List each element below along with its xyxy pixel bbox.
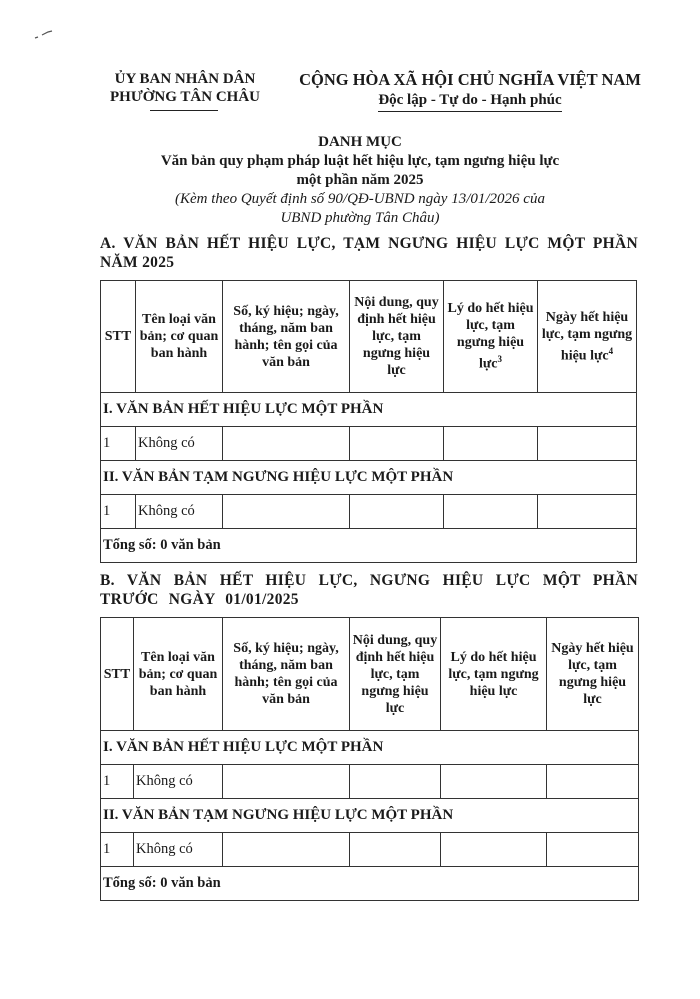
nation-header: [270, 70, 670, 112]
row-stt: 1: [101, 427, 136, 461]
empty-cell: [223, 833, 350, 867]
empty-cell: [444, 495, 538, 529]
column-header: Tên loại văn bản; cơ quan ban hành: [136, 281, 223, 393]
column-header: Nội dung, quy định hết hiệu lực, tạm ngưng hiệu lực: [350, 281, 444, 393]
agency-line-2: PHƯỜNG TÂN CHÂU: [110, 89, 260, 105]
empty-cell: [223, 765, 350, 799]
column-header: STT: [101, 618, 134, 731]
group-row: [101, 461, 637, 495]
table-row: [101, 495, 637, 529]
section-b-table: [100, 617, 639, 901]
empty-cell: [538, 427, 637, 461]
row-stt: 1: [101, 495, 136, 529]
row-name: Không có: [136, 495, 223, 529]
document-title-block: [100, 133, 620, 228]
agency-line-1: ỦY BAN NHÂN DÂN: [114, 71, 256, 87]
document-subtitle-line-2: một phần năm 2025: [296, 172, 424, 188]
empty-cell: [223, 427, 350, 461]
total-row: [101, 529, 637, 563]
agency-underline: [150, 110, 218, 111]
empty-cell: [350, 495, 444, 529]
empty-cell: [350, 833, 441, 867]
empty-cell: [547, 833, 639, 867]
document-note-line-1: (Kèm theo Quyết định số 90/QĐ-UBND ngày 13/01/2026 của: [175, 191, 545, 207]
group-title: II. VĂN BẢN TẠM NGƯNG HIỆU LỰC MỘT PHẦN: [101, 799, 639, 833]
row-stt: 1: [101, 833, 134, 867]
column-header: Nội dung, quy định hết hiệu lực, tạm ngưng hiệu lực: [350, 618, 441, 731]
row-stt: 1: [101, 765, 134, 799]
document-subtitle-line-1: Văn bản quy phạm pháp luật hết hiệu lực, tạm ngưng hiệu lực: [160, 153, 560, 169]
table-row: [101, 765, 639, 799]
total-label: Tổng số: 0 văn bản: [101, 529, 637, 563]
group-row: [101, 393, 637, 427]
empty-cell: [350, 765, 441, 799]
footnote-ref: 3: [497, 354, 502, 365]
total-row: [101, 867, 639, 901]
empty-cell: [350, 427, 444, 461]
column-header: Tên loại văn bản; cơ quan ban hành: [134, 618, 223, 731]
agency-header: [95, 70, 275, 106]
footnote-ref: 4: [608, 345, 614, 356]
section-b-heading: B. VĂN BẢN HẾT HIỆU LỰC, NGƯNG HIỆU LỰC MỘT PHẦN TRƯỚC NGÀY 01/01/2025: [100, 572, 638, 608]
empty-cell: [441, 833, 547, 867]
row-name: Không có: [136, 427, 223, 461]
section-a-heading: A. VĂN BẢN HẾT HIỆU LỰC, TẠM NGƯNG HIỆU LỰC MỘT PHẦN NĂM 2025: [100, 235, 638, 271]
motto: Độc lập - Tự do - Hạnh phúc: [378, 91, 561, 112]
document-note-line-2: UBND phường Tân Châu): [280, 210, 440, 226]
pen-mark-icon: [30, 26, 70, 40]
column-header-label: Ngày hết hiệu lực, tạm ngưng hiệu lực: [541, 309, 633, 364]
column-header: Ngày hết hiệu lực, tạm ngưng hiệu lực: [547, 618, 639, 731]
column-header-label: Lý do hết hiệu lực, tạm ngưng hiệu lực: [447, 301, 534, 372]
empty-cell: [441, 765, 547, 799]
row-name: Không có: [134, 765, 223, 799]
table-row: [101, 833, 639, 867]
document-title: DANH MỤC: [318, 134, 402, 150]
group-title: I. VĂN BẢN HẾT HIỆU LỰC MỘT PHẦN: [101, 393, 637, 427]
row-name: Không có: [134, 833, 223, 867]
column-header: Số, ký hiệu; ngày, tháng, năm ban hành; tên gọi của văn bản: [223, 618, 350, 731]
column-header: Lý do hết hiệu lực, tạm ngưng hiệu lực: [441, 618, 547, 731]
section-a-table: [100, 280, 637, 563]
group-row: [101, 731, 639, 765]
empty-cell: [444, 427, 538, 461]
table-row: [101, 427, 637, 461]
column-header: [444, 281, 538, 393]
column-header: [538, 281, 637, 393]
empty-cell: [223, 495, 350, 529]
table-header-row: [101, 618, 639, 731]
column-header: STT: [101, 281, 136, 393]
table-header-row: [101, 281, 637, 393]
group-title: I. VĂN BẢN HẾT HIỆU LỰC MỘT PHẦN: [101, 731, 639, 765]
group-row: [101, 799, 639, 833]
column-header: Số, ký hiệu; ngày, tháng, năm ban hành; tên gọi của văn bản: [223, 281, 350, 393]
empty-cell: [547, 765, 639, 799]
group-title: II. VĂN BẢN TẠM NGƯNG HIỆU LỰC MỘT PHẦN: [101, 461, 637, 495]
total-label: Tổng số: 0 văn bản: [101, 867, 639, 901]
empty-cell: [538, 495, 637, 529]
nation-name: CỘNG HÒA XÃ HỘI CHỦ NGHĨA VIỆT NAM: [299, 70, 641, 89]
